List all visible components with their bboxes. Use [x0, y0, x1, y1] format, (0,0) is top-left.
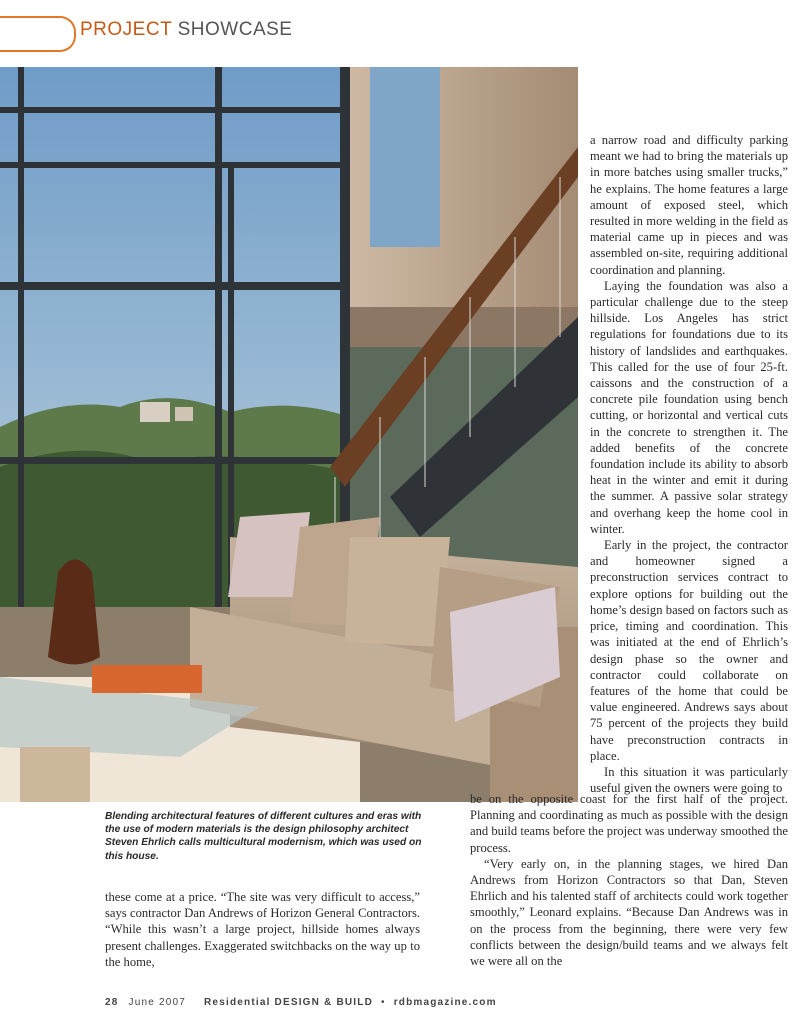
paragraph: Laying the foundation was also a particular challenge due to the steep hillside. Los Angeles has strict regulations for foundations due to its history of landslides and earthquakes. This called for the use of four 25-ft. caissons and the construction of a concrete pile foundation using bench cutting, or horizontal and vertical cuts in the concrete to strengthen it. The added benefits of the concrete foundation include its ability to absorb heat in the winter and emit it during the summer. A passive solar strategy and overhang keep the home cool in winter.: [590, 278, 788, 536]
article-column-wide: [470, 791, 788, 969]
photo-caption: Blending architectural features of different cultures and eras with the use of modern materials is the design philosophy architect Steven Ehrlich calls multicultural modernism, which was used on this house.: [105, 811, 422, 862]
paragraph: “Very early on, in the planning stages, we hired Dan Andrews from Horizon Contractors so that Dan, Steven Ehrlich and his talented staff of architects could work together smoothly,” Leonard explains. “Because Dan Andrews was in on the process from the beginning, there were very few conflicts between the design/build teams and we always felt we were all on the: [470, 856, 788, 969]
page-number: 28: [105, 997, 119, 1008]
issue-date: June 2007: [128, 997, 187, 1008]
article-column-left: [105, 889, 420, 970]
magazine-name: Residential DESIGN & BUILD: [204, 997, 374, 1008]
paragraph: Early in the project, the contractor and homeowner signed a preconstruction services contract to explore options for building out the home’s design based on factors such as price, timing and coordination. This was initiated at the end of Ehrlich’s design phase so the owner and contractor could collaborate on features of the home that could be value engineered. Andrews says about 75 percent of the projects they build have preconstruction contracts in place.: [590, 538, 788, 763]
magazine-website: rdbmagazine.com: [393, 997, 497, 1008]
paragraph: these come at a price. “The site was very difficult to access,” says contractor Dan Andrews of Horizon General Contractors. “While this wasn’t a large project, hillside homes always present challenges. Exaggerated switchbacks on the way up to the home,: [105, 890, 420, 969]
article-column-right: [590, 132, 788, 796]
section-header-word1: PROJECT: [80, 19, 172, 40]
living-room-illustration: [0, 67, 578, 802]
paragraph: In this situation it was particularly useful given the owners were going to: [590, 764, 788, 796]
section-header-word2: SHOWCASE: [177, 19, 293, 40]
feature-photo: [0, 67, 578, 802]
header-tab-shape: [0, 16, 76, 52]
paragraph: a narrow road and difficulty parking meant we had to bring the materials up in more batches using smaller trucks,” he explains. The home features a large amount of exposed steel, which resulted in more welding in the field as material came up in pieces and was assembled on-site, requiring additional coordination and planning.: [590, 133, 788, 277]
page-footer: [105, 997, 497, 1008]
paragraph: be on the opposite coast for the first half of the project. Planning and coordinating as much as possible with the design and build teams before the project was underway smoothed the process.: [470, 792, 788, 855]
section-header: [80, 19, 292, 41]
footer-separator: •: [381, 997, 386, 1008]
